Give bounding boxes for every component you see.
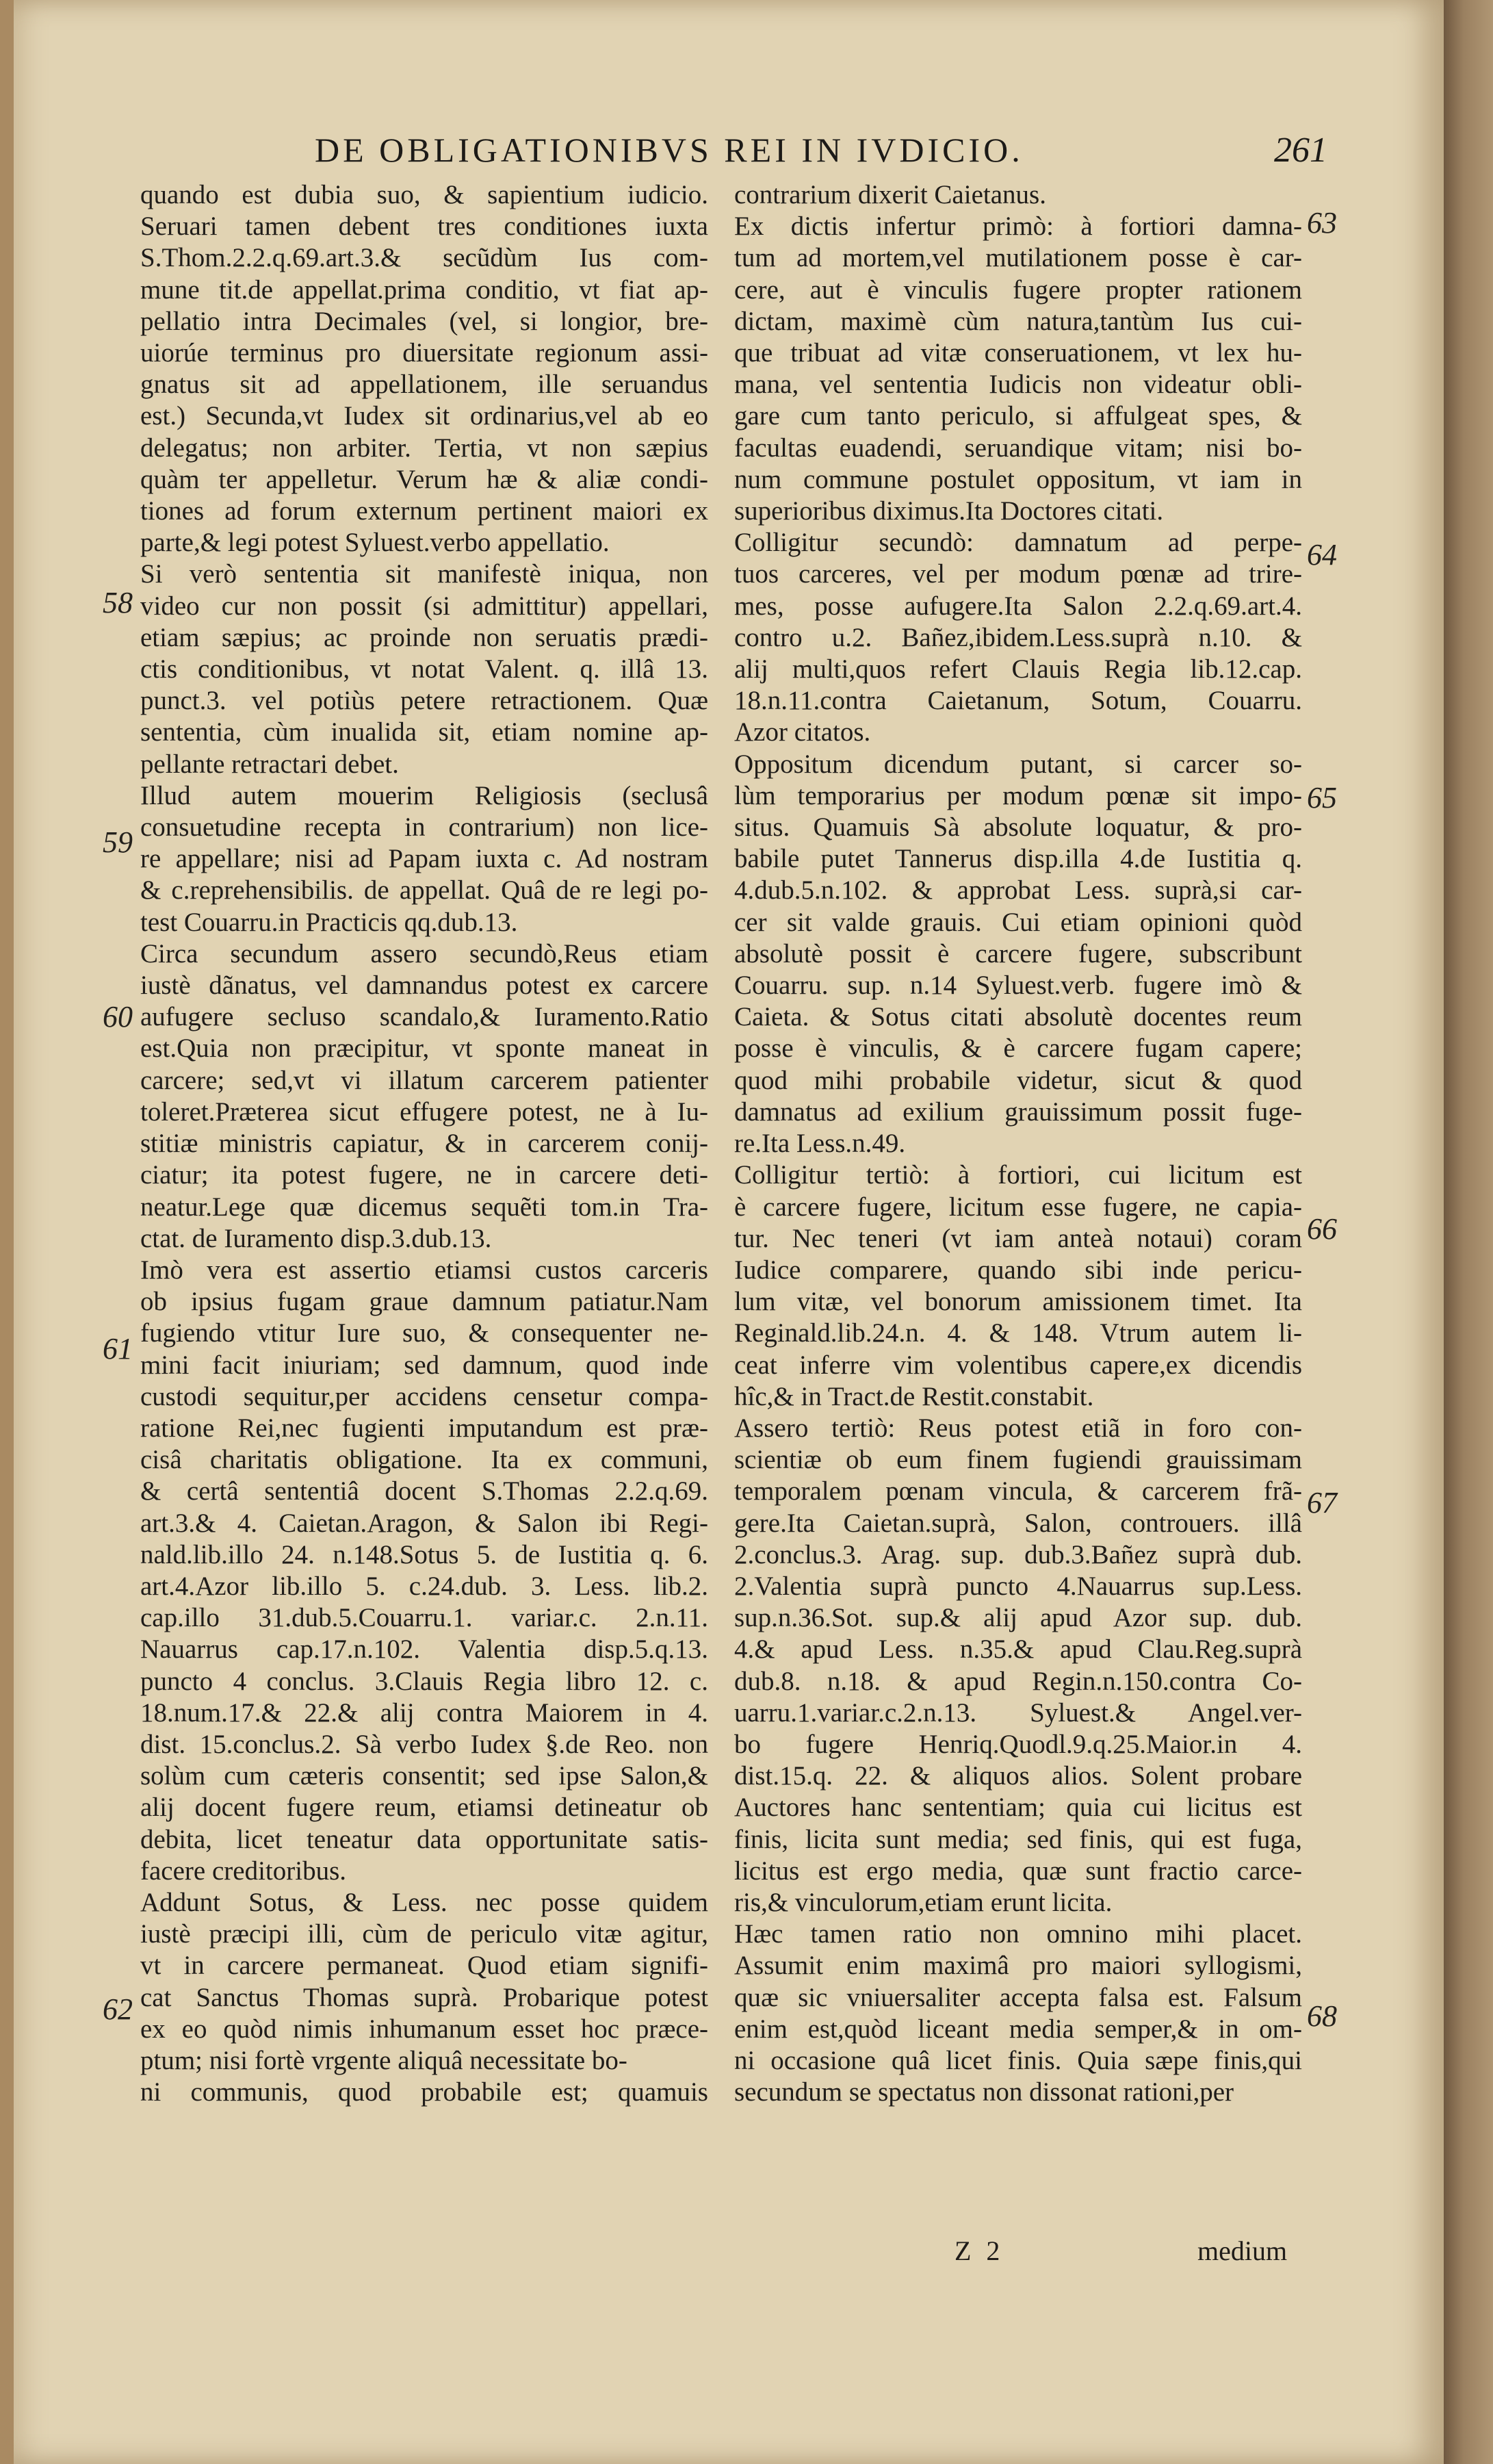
text-line: aufugere secluso scandalo,& Iuramento.Ratio [140,1002,708,1032]
text-line: dist. 15.conclus.2. Sà verbo Iudex §.de Reo. non [140,1729,708,1759]
text-line: est.Quia non præcipitur, vt sponte maneat in [140,1034,708,1064]
margin-number: 64 [1307,538,1337,572]
text-line: facultas euadendi, seruandique vitam; nisi bo- [734,433,1302,463]
text-line: contro u.2. Bañez,ibidem.Less.suprà n.10. & [734,622,1302,652]
text-line: 2.conclus.3. Arag. sup. dub.3.Bañez suprà dub. [734,1539,1302,1569]
text-line: re appellare; nisi ad Papam iuxta c. Ad nostram [140,844,708,874]
text-line: art.4.Azor lib.illo 5. c.24.dub. 3. Less. lib.2. [140,1571,708,1601]
text-line: scientiæ ob eum finem fugiendi grauissimam [734,1445,1302,1475]
text-line: Caieta. & Sotus citati absolutè docentes reum [734,1002,1302,1032]
text-line: tur. Nec teneri (vt iam anteà notaui) coram [734,1223,1302,1253]
text-line: etiam sæpius; ac proinde non seruatis prædi- [140,622,708,652]
text-line: quàm ter appelletur. Verum hæ & aliæ condi- [140,464,708,494]
text-line: è carcere fugere, licitum esse fugere, ne capia- [734,1192,1302,1222]
text-line: 2.Valentia suprà puncto 4.Nauarrus sup.Less. [734,1571,1302,1601]
text-line: re.Ita Less.n.49. [734,1129,906,1159]
text-line: ris,& vinculorum,etiam erunt licita. [734,1887,1113,1917]
text-line: vt in carcere permaneat. Quod etiam signifi- [140,1951,708,1981]
text-line: ratione Rei,nec fugienti imputandum est præ- [140,1413,708,1443]
text-line: Illud autem mouerim Religiosis (seclusâ [140,780,708,810]
text-line: ctis conditionibus, vt notat Valent. q. illâ 13. [140,654,708,684]
text-line: posse è vinculis, & è carcere fugam capere; [734,1034,1302,1064]
text-line: mini facit iniuriam; sed damnum, quod inde [140,1350,708,1380]
text-line: punct.3. vel potiùs petere retractionem. Quæ [140,686,708,716]
signature-mark: Z 2 [955,2235,1004,2266]
text-line: art.3.& 4. Caietan.Aragon, & Salon ibi Regi- [140,1508,708,1538]
text-line: fugiendo vtitur Iure suo, & consequenter ne- [140,1318,708,1348]
catchword: medium [1197,2235,1288,2266]
margin-number: 68 [1307,1999,1337,2033]
text-line: cere, aut è vinculis fugere propter rationem [734,274,1302,305]
text-line: quando est dubia suo, & sapientium iudicio. [140,180,708,209]
text-line: Hæc tamen ratio non omnino mihi placet. [734,1919,1302,1949]
text-line: pellatio intra Decimales (vel, si longior, bre- [140,306,708,336]
text-line: num commune postulet oppositum, vt iam in [734,464,1302,494]
text-line: carcere; sed,vt vi illatum carcerem patienter [140,1065,708,1095]
text-line: Colligitur secundò: damnatum ad perpe- [734,528,1302,558]
margin-number: 63 [1307,206,1337,240]
text-line: Reginald.lib.24.n. 4. & 148. Vtrum autem li- [734,1318,1302,1348]
text-line: facere creditoribus. [140,1856,346,1886]
text-line: cisâ charitatis obligatione. Ita ex communi, [140,1445,708,1475]
text-line: gere.Ita Caietan.suprà, Salon, controuers. illâ [734,1508,1302,1538]
text-line: Assero tertiò: Reus potest etiã in foro con- [734,1413,1302,1443]
text-line: ptum; nisi fortè vrgente aliquâ necessitate bo- [140,2045,627,2075]
running-head: DE OBLIGATIONIBVS REI IN IVDICIO. [315,131,1024,169]
margin-number: 62 [103,1992,133,2026]
text-line: tuos carceres, vel per modum pœnæ ad trire- [734,559,1302,589]
text-line: alij docent fugere reum, etiamsi detineatur ob [140,1793,708,1823]
text-line: absolutè possit è carcere fugere, subscribunt [734,938,1302,968]
text-line: 18.n.11.contra Caietanum, Sotum, Couarru. [734,686,1302,716]
text-line: Nauarrus cap.17.n.102. Valentia disp.5.q.13. [140,1634,708,1665]
text-line: gare cum tanto periculo, si affulgeat spes, & [734,401,1302,431]
text-line: quæ sic vniuersaliter accepta falsa est. Falsum [734,1982,1302,2012]
page-header [315,130,1327,178]
text-line: uarru.1.variar.c.2.n.13. Syluest.& Angel.ver- [734,1697,1302,1728]
text-line: lum vitæ, vel bonorum amissionem timet. Ita [734,1287,1302,1317]
text-line: Assumit enim maximâ pro maiori syllogismi, [734,1951,1302,1981]
text-line: consuetudine recepta in contrarium) non lice- [140,812,708,843]
text-line: iustè præcipi illi, cùm de periculo vitæ agitur, [140,1919,708,1949]
text-line: damnatus ad exilium grauissimum possit fuge- [734,1096,1302,1127]
text-line: custodi sequitur,per accidens censetur compa- [140,1381,708,1411]
text-line: tum ad mortem,vel mutilationem posse è car- [734,243,1302,273]
text-line: S.Thom.2.2.q.69.art.3.& secũdùm Ius com- [140,243,708,273]
text-line: sup.n.36.Sot. sup.& alij apud Azor sup. dub. [734,1603,1302,1633]
text-line: superioribus diximus.Ita Doctores citati. [734,496,1164,526]
text-line: debita, licet teneatur data opportunitate satis- [140,1824,708,1854]
text-line: licitus est ergo media, quæ sunt fractio carce- [734,1856,1302,1886]
right-column [734,179,1302,2108]
text-line: ob ipsius fugam graue damnum patiatur.Nam [140,1287,708,1317]
text-line: video cur non possit (si admittitur) appellari, [140,591,708,621]
text-line: ni occasione quâ licet finis. Quia sæpe finis,qui [734,2045,1302,2075]
text-line: Circa secundum assero secundò,Reus etiam [140,938,708,968]
text-line: ex eo quòd nimis inhumanum esset hoc præce- [140,2014,708,2044]
text-line: & certâ sententiâ docent S.Thomas 2.2.q.69. [140,1476,708,1506]
text-line: finis, licita sunt media; sed finis, qui est fuga, [734,1824,1302,1854]
text-line: Oppositum dicendum putant, si carcer so- [734,749,1302,779]
text-line: Seruari tamen debent tres conditiones iuxta [140,211,708,242]
text-line: puncto 4 conclus. 3.Clauis Regia libro 12. c. [140,1666,708,1696]
text-line: parte,& legi potest Syluest.verbo appellatio. [140,528,610,558]
text-line: que tribuat ad vitæ conseruationem, vt lex hu- [734,338,1302,368]
text-line: quod mihi probabile videtur, sicut & quod [734,1065,1302,1095]
text-line: stitiæ ministris capiatur, & in carcerem conij- [140,1129,708,1159]
text-line: est.) Secunda,vt Iudex sit ordinarius,vel ab eo [140,401,708,431]
text-line: secundum se spectatus non dissonat rationi,per [734,2077,1234,2107]
text-line: bo fugere Henriq.Quodl.9.q.25.Maior.in 4. [734,1729,1302,1759]
text-line: dist.15.q. 22. & aliquos alios. Solent probare [734,1761,1302,1791]
text-line: pellante retractari debet. [140,749,399,779]
text-line: nald.lib.illo 24. n.148.Sotus 5. de Iustitia q. 6. [140,1539,708,1569]
margin-number: 58 [103,586,133,619]
text-line: Couarru. sup. n.14 Syluest.verb. fugere imò & [734,971,1302,1001]
page-edge [1444,0,1493,2464]
text-line: mana, vel sententia Iudicis non videatur obli- [734,370,1302,400]
text-line: mes, posse aufugere.Ita Salon 2.2.q.69.art.4. [734,591,1302,621]
text-line: test Couarru.in Practicis qq.dub.13. [140,907,518,937]
text-line: dictam, maximè cùm natura,tantùm Ius cui- [734,306,1302,336]
text-line: sententia, cùm inualida sit, etiam nomine ap- [140,717,708,747]
margin-number: 59 [103,825,133,859]
text-line: cat Sanctus Thomas suprà. Probarique potest [140,1982,708,2012]
text-line: cer sit valde grauis. Cui etiam opinioni quòd [734,907,1302,937]
text-line: Colligitur tertiò: à fortiori, cui licitum est [734,1160,1302,1190]
text-line: ceat inferre vim volentibus capere,ex dicendis [734,1350,1302,1380]
text-line: temporalem pœnam vincula, & carcerem frã- [734,1476,1302,1506]
margin-number: 66 [1307,1212,1337,1246]
text-line: mune tit.de appellat.prima conditio, vt fiat ap- [140,274,708,305]
margin-number: 65 [1307,781,1337,814]
text-line: dub.8. n.18. & apud Regin.n.150.contra Co- [734,1666,1302,1696]
text-line: 4.dub.5.n.102. & approbat Less. suprà,si car- [734,875,1302,906]
text-line: & c.reprehensibilis. de appellat. Quâ de re legi po- [140,875,708,906]
text-line: gnatus sit ad appellationem, ille seruandus [140,370,708,400]
text-line: babile putet Tannerus disp.illa 4.de Iustitia q. [734,844,1302,874]
text-line: Si verò sententia sit manifestè iniqua, non [140,559,708,589]
left-column [140,179,708,2108]
text-line: delegatus; non arbiter. Tertia, vt non sæpius [140,433,708,463]
text-line: hîc,& in Tract.de Restit.constabit. [734,1381,1094,1411]
text-line: lùm temporarius per modum pœnæ sit impo- [734,780,1302,810]
text-line: Azor citatos. [734,717,871,747]
text-line: Addunt Sotus, & Less. nec posse quidem [140,1887,708,1917]
text-line: alij multi,quos refert Clauis Regia lib.12.cap. [734,654,1302,684]
text-line: ciatur; ita potest fugere, ne in carcere deti- [140,1160,708,1190]
text-line: neatur.Lege quæ dicemus sequẽti tom.in Tra- [140,1192,708,1222]
text-line: uiorúe terminus pro diuersitate regionum assi- [140,338,708,368]
text-line: Imò vera est assertio etiamsi custos carceris [140,1255,708,1285]
margin-number: 61 [103,1332,133,1365]
text-line: ctat. de Iuramento disp.3.dub.13. [140,1223,492,1253]
text-line: iustè dãnatus, vel damnandus potest ex carcere [140,971,708,1001]
text-line: contrarium dixerit Caietanus. [734,180,1046,209]
text-line: enim est,quòd liceant media semper,& in om- [734,2014,1302,2044]
text-line: Auctores hanc sententiam; quia cui licitus est [734,1793,1302,1823]
text-line: cap.illo 31.dub.5.Couarru.1. variar.c. 2.n.11. [140,1603,708,1633]
text-line: Iudice comparere, quando sibi inde pericu- [734,1255,1302,1285]
text-line: Ex dictis infertur primò: à fortiori damna- [734,211,1302,242]
text-line: solùm cum cæteris consentit; sed ipse Salon,& [140,1761,708,1791]
margin-number: 60 [103,1000,133,1034]
margin-number: 67 [1307,1486,1337,1519]
page-number: 261 [1274,131,1327,170]
text-line: toleret.Præterea sicut effugere potest, ne à Iu- [140,1096,708,1127]
text-line: ni communis, quod probabile est; quamuis [140,2077,708,2107]
text-line: 18.num.17.& 22.& alij contra Maiorem in 4. [140,1697,708,1728]
text-line: 4.& apud Less. n.35.& apud Clau.Reg.suprà [734,1634,1302,1665]
text-line: situs. Quamuis Sà absolute loquatur, & pro- [734,812,1302,843]
text-line: tiones ad forum externum pertinent maiori ex [140,496,708,526]
